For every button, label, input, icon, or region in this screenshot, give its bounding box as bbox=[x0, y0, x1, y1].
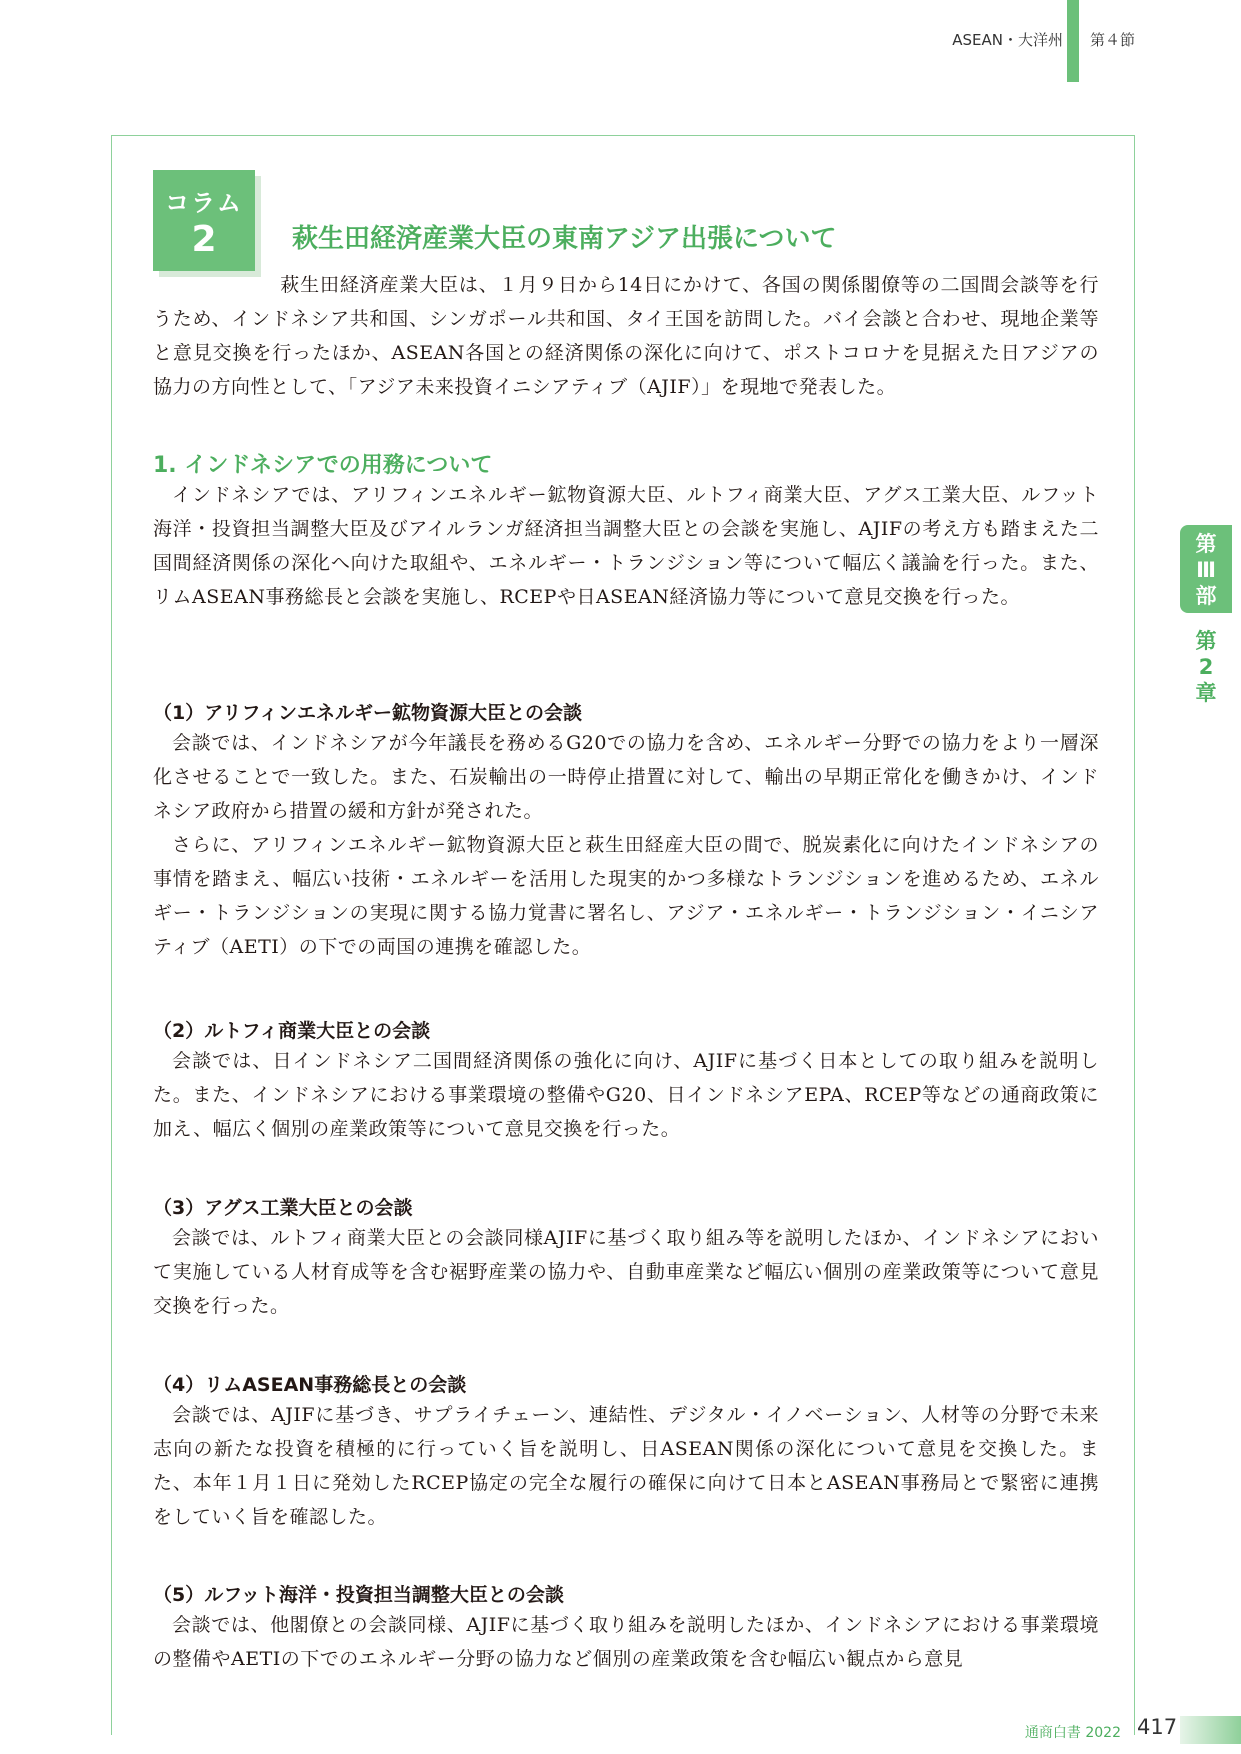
running-header bbox=[0, 28, 1241, 56]
side-tab-part-char: Ⅲ bbox=[1196, 558, 1216, 582]
column-badge-kind: コラム bbox=[165, 189, 243, 217]
side-tab-part-char: 第 bbox=[1195, 532, 1217, 556]
sub-4-body: 会談では、AJIFに基づき、サプライチェーン、連結性、デジタル・イノベーション、人材等の分野で未来志向の新たな投資を積極的に行っていく旨を説明し、日ASEAN関係の深化について意見を交換した。また、本年１月１日に発効したRCEP協定の完全な履行の確保に向けて日本とASEAN事務局とで緊密に連携をしていく旨を確認した。 bbox=[153, 1404, 1099, 1528]
page-number: 417 bbox=[1137, 1715, 1178, 1739]
subheading-3: （3）アグス工業大臣との会談 bbox=[153, 1197, 413, 1219]
side-tab-part bbox=[1180, 525, 1232, 613]
side-tab-chapter-char: 2 bbox=[1198, 655, 1214, 679]
subheading-1: （1）アリフィンエネルギー鉱物資源大臣との会談 bbox=[153, 702, 582, 724]
side-tab-part-char: 部 bbox=[1195, 584, 1217, 608]
column-badge bbox=[153, 170, 255, 271]
subheading-4: （4）リムASEAN事務総長との会談 bbox=[153, 1374, 467, 1396]
column-badge-number: 2 bbox=[191, 219, 217, 260]
side-tab-chapter bbox=[1180, 628, 1232, 706]
header-divider-bar bbox=[1067, 0, 1079, 82]
sub-1-body-1: 会談では、インドネシアが今年議長を務めるG20での協力を含め、エネルギー分野での協力をより一層深化させることで一致した。また、石炭輸出の一時停止措置に対して、輸出の早期正常化を働きかけ、インドネシア政府から措置の緩和方針が発された。 bbox=[153, 732, 1099, 822]
section-1-body: インドネシアでは、アリフィンエネルギー鉱物資源大臣、ルトフィ商業大臣、アグス工業大臣、ルフット海洋・投資担当調整大臣及びアイルランガ経済担当調整大臣との会談を実施し、AJIFの考え方も踏まえた二国間経済関係の深化へ向けた取組や、エネルギー・トランジション等について幅広く議論を行った。また、リムASEAN事務総長と会談を実施し、RCEPや日ASEAN経済協力等について意見交換を行った。 bbox=[153, 484, 1099, 608]
footer-publication: 通商白書 2022 bbox=[1024, 1725, 1121, 1741]
column-title: 萩生田経済産業大臣の東南アジア出張について bbox=[292, 224, 837, 254]
sub-5-body: 会談では、他閣僚との会談同様、AJIFに基づく取り組みを説明したほか、インドネシアにおける事業環境の整備やAETIの下でのエネルギー分野の協力など個別の産業政策を含む幅広い観点から意見 bbox=[153, 1614, 1099, 1670]
side-tab-chapter-char: 章 bbox=[1195, 681, 1217, 705]
header-section: 第４節 bbox=[1090, 31, 1136, 49]
header-region: ASEAN・大洋州 bbox=[952, 31, 1063, 49]
sub-3-body: 会談では、ルトフィ商業大臣との会談同様AJIFに基づく取り組み等を説明したほか、インドネシアにおいて実施している人材育成等を含む裾野産業の協力や、自動車産業など幅広い個別の産業政策等について意見交換を行った。 bbox=[153, 1227, 1099, 1317]
side-tab-chapter-char: 第 bbox=[1195, 629, 1217, 653]
sub-1-body-2: さらに、アリフィンエネルギー鉱物資源大臣と萩生田経産大臣の間で、脱炭素化に向けたインドネシアの事情を踏まえ、幅広い技術・エネルギーを活用した現実的かつ多様なトランジションを進めるため、エネルギー・トランジションの実現に関する協力覚書に署名し、アジア・エネルギー・トランジション・イニシアティブ（AETI）の下での両国の連携を確認した。 bbox=[153, 834, 1099, 958]
page-footer bbox=[0, 1716, 1241, 1746]
subheading-2: （2）ルトフィ商業大臣との会談 bbox=[153, 1020, 431, 1042]
sub-2-body: 会談では、日インドネシア二国間経済関係の強化に向け、AJIFに基づく日本としての取り組みを説明した。また、インドネシアにおける事業環境の整備やG20、日インドネシアEPA、RCEP等などの通商政策に加え、幅広く個別の産業政策等について意見交換を行った。 bbox=[153, 1050, 1099, 1140]
section-heading-1: 1. インドネシアでの用務について bbox=[153, 453, 493, 478]
footer-gradient-bar bbox=[1180, 1716, 1241, 1744]
subheading-5: （5）ルフット海洋・投資担当調整大臣との会談 bbox=[153, 1584, 564, 1606]
column-intro: 萩生田経済産業大臣は、１月９日から14日にかけて、各国の関係閣僚等の二国間会談等を行うため、インドネシア共和国、シンガポール共和国、タイ王国を訪問した。バイ会談と合わせ、現地企業等と意見交換を行ったほか、ASEAN各国との経済関係の深化に向けて、ポストコロナを見据えた日アジアの協力の方向性として、「アジア未来投資イニシアティブ（AJIF）」を現地で発表した。 bbox=[153, 274, 1099, 398]
